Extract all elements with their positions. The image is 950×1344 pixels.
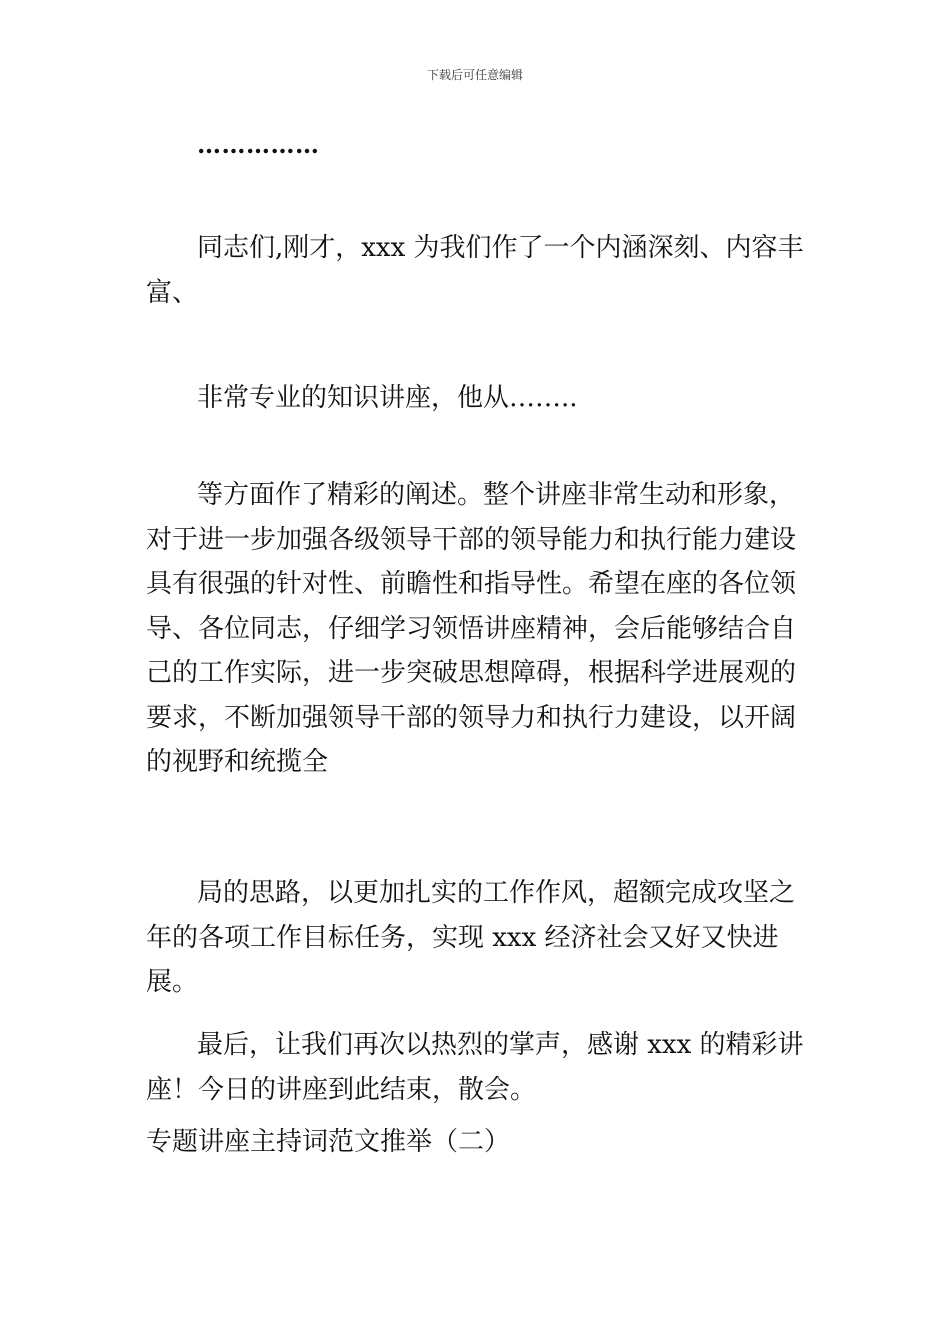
paragraph-4: 局的思路，以更加扎实的工作作风，超额完成攻坚之年的各项工作目标任务，实现 xxx 经济社会又好又快进展。 <box>146 878 796 997</box>
page-header-note: 下载后可任意编辑 <box>426 68 523 82</box>
section-title: 专题讲座主持词范文推举（二） <box>146 1127 511 1157</box>
paragraph-5: 最后，让我们再次以热烈的掌声，感谢 xxx 的精彩讲座！今日的讲座到此结束，散会。 <box>146 1030 804 1105</box>
paragraph-3: 等方面作了精彩的阐述。整个讲座非常生动和形象，对于进一步加强各级领导干部的领导能力和执行能力建设具有很强的针对性、前瞻性和指导性。希望在座的各位领导、各位同志，仔细学习领悟讲座精神，会后能够结合自己的工作实际，进一步突破思想障碍，根据科学进展观的要求，不断加强领导干部的领导力和执行力建设，以开阔的视野和统揽全 <box>146 480 797 777</box>
paragraph-1: 同志们,刚才，xxx 为我们作了一个内涵深刻、内容丰富、 <box>146 233 804 308</box>
ellipsis-line: …………… <box>197 130 320 159</box>
paragraph-2: 非常专业的知识讲座，他从…….. <box>197 383 578 413</box>
